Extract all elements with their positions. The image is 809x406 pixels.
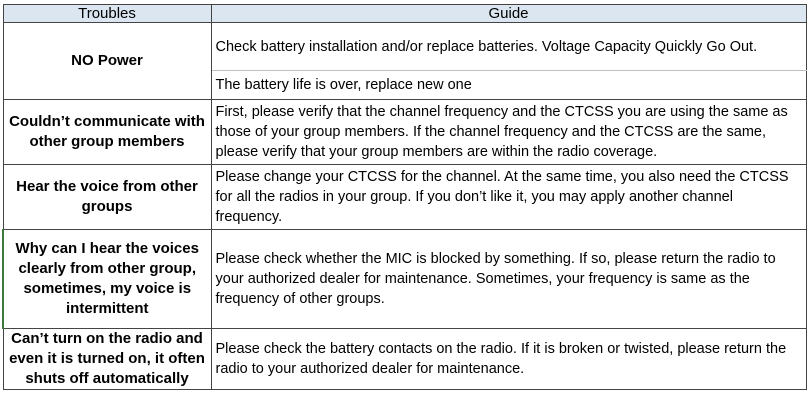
table-row (3, 100, 806, 165)
guide-cell: Please check the battery contacts on the radio. If it is broken or twisted, please return the radio to your authorized dealer for maintenance. (211, 329, 806, 390)
guide-cell: The battery life is over, replace new one (211, 71, 806, 100)
guide-cell: Check battery installation and/or replace batteries. Voltage Capacity Quickly Go Out. (211, 23, 806, 71)
guide-cell: First, please verify that the channel frequency and the CTCSS you are using the same as those of your group members. If the channel frequency and the CTCSS are the same, please verify that your group members are within the radio coverage. (211, 100, 806, 165)
table-row (3, 329, 806, 390)
table-row (3, 165, 806, 230)
trouble-cell: Why can I hear the voices clearly from other group, sometimes, my voice is intermittent (3, 230, 211, 329)
trouble-cell: NO Power (3, 23, 211, 100)
trouble-cell: Couldn’t communicate with other group members (3, 100, 211, 165)
table-row (3, 230, 806, 329)
column-header-guide: Guide (211, 5, 806, 23)
column-header-troubles: Troubles (3, 5, 211, 23)
trouble-cell: Hear the voice from other groups (3, 165, 211, 230)
guide-cell: Please change your CTCSS for the channel. At the same time, you also need the CTCSS for all the radios in your group. If you don’t like it, you may apply another channel frequency. (211, 165, 806, 230)
troubleshooting-table (2, 4, 807, 390)
guide-cell: Please check whether the MIC is blocked by something. If so, please return the radio to your authorized dealer for maintenance. Sometimes, your frequency is same as the frequency of other groups. (211, 230, 806, 329)
trouble-cell: Can’t turn on the radio and even it is turned on, it often shuts off automatically (3, 329, 211, 390)
header-row (3, 5, 806, 23)
table-row (3, 23, 806, 71)
